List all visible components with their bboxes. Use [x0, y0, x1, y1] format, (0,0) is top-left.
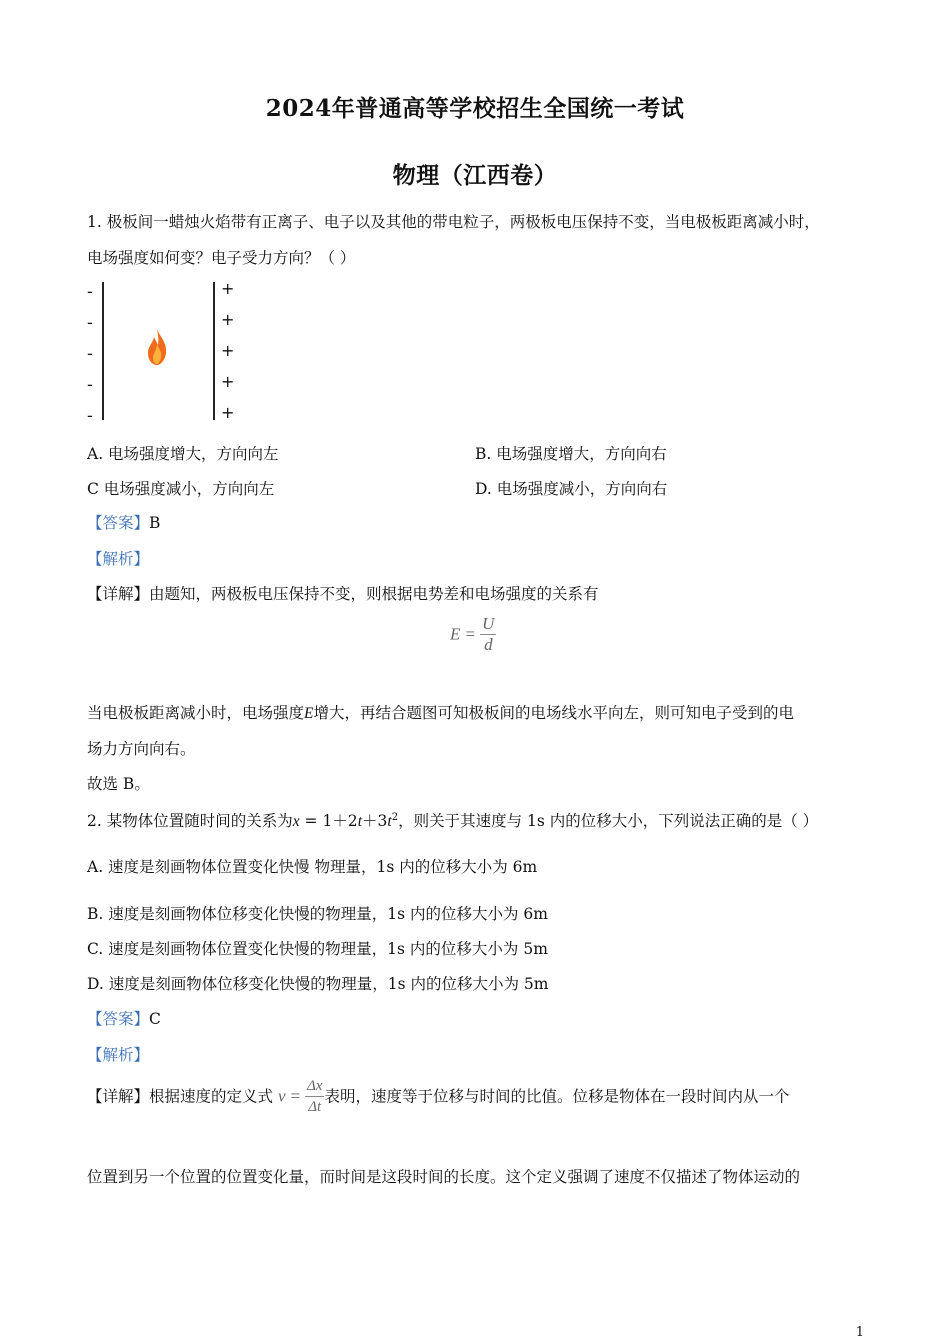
plus-sign: + [221, 279, 235, 298]
var-t: t [387, 813, 392, 831]
page-number: 1 [855, 1325, 864, 1340]
q1-explain-line2: 场力方向向右。 [87, 740, 196, 758]
q2-detail-line [87, 1076, 789, 1117]
detail-tag: 【详解】 [87, 585, 150, 603]
q1-detail-line [87, 584, 599, 604]
q1-explain-line1 [87, 703, 794, 724]
stem-text: 2. 某物体位置随时间的关系为 [87, 812, 293, 831]
stem-text: ＋3 [362, 812, 388, 831]
page-title: 2024年普通高等学校招生全国统一考试 [265, 95, 685, 122]
plus-sign: + [221, 372, 235, 391]
explain-text: 增大，再结合题图可知极板间的电场线水平向左，则可知电子受到的电 [313, 704, 794, 722]
q2-analysis-line [87, 1045, 149, 1065]
stem-text: = 1＋2 [299, 812, 358, 831]
q2-answer-line [87, 1009, 161, 1029]
q2-stem [87, 808, 818, 832]
q2-option-c: C. 速度是刻画物体位置变化快慢的物理量，1s 内的位移大小为 5m [87, 940, 548, 958]
q2-detail-line2: 位置到另一个位置的位置变化量，而时间是这段时间的长度。这个定义强调了速度不仅描述了物体运动的 [87, 1168, 801, 1186]
plus-sign: + [221, 403, 235, 422]
answer-tag: 【答案】 [87, 1010, 150, 1028]
formula-numerator: Δx [305, 1076, 324, 1097]
right-plate [213, 282, 215, 420]
formula-lhs: v [277, 1086, 286, 1106]
var-x: x [292, 813, 300, 831]
q1-stem-line1: 1. 极板间一蜡烛火焰带有正离子、电子以及其他的带电粒子，两极板电压保持不变，当电极板距离减小时， [87, 213, 820, 231]
q1-conclusion: 故选 B。 [87, 775, 150, 793]
formula-eq: = [290, 1086, 301, 1106]
q1-analysis-line [87, 549, 149, 569]
q1-answer: B [149, 514, 161, 532]
formula-denominator: d [484, 635, 493, 654]
var-t: t [357, 813, 362, 831]
analysis-tag: 【解析】 [87, 550, 150, 568]
detail-text: 根据速度的定义式 [149, 1087, 274, 1106]
q2-option-b: B. 速度是刻画物体位移变化快慢的物理量，1s 内的位移大小为 6m [87, 905, 548, 923]
answer-tag: 【答案】 [87, 514, 150, 532]
formula-numerator: U [482, 614, 495, 633]
page-subtitle: 物理（江西卷） [392, 162, 558, 189]
explain-text: 当电极板距离减小时，电场强度 [87, 704, 305, 722]
q2-option-a: A. 速度是刻画物体位置变化快慢 物理量，1s 内的位移大小为 6m [87, 858, 538, 876]
q2-option-d: D. 速度是刻画物体位移变化快慢的物理量，1s 内的位移大小为 5m [87, 975, 549, 993]
detail-tag: 【详解】 [87, 1087, 150, 1106]
q2-answer: C [149, 1010, 161, 1028]
q1-formula [450, 614, 496, 655]
minus-sign: - [87, 282, 93, 301]
formula-denominator: Δt [308, 1099, 322, 1115]
minus-sign: - [87, 344, 93, 363]
formula-eq: = [465, 624, 476, 644]
stem-text: ，则关于其速度与 1s 内的位移大小，下列说法正确的是（ ） [398, 812, 819, 831]
plus-sign: + [221, 341, 235, 360]
analysis-tag: 【解析】 [87, 1046, 150, 1064]
detail-text: 表明，速度等于位移与时间的比值。位移是物体在一段时间内从一个 [324, 1087, 790, 1106]
formula-fraction [305, 1076, 324, 1117]
q1-answer-line [87, 513, 160, 533]
q1-option-d: D. 电场强度减小，方向向右 [475, 480, 668, 498]
q1-option-b: B. 电场强度增大，方向向右 [475, 445, 667, 463]
minus-sign: - [87, 313, 93, 332]
q1-stem-line2: 电场强度如何变？电子受力方向？（ ） [87, 249, 356, 267]
formula-fraction [480, 614, 496, 655]
plus-sign: + [221, 310, 235, 329]
superscript: 2 [391, 812, 399, 823]
flame-icon [146, 328, 168, 366]
minus-sign: - [87, 375, 93, 394]
q2-formula [278, 1076, 324, 1117]
formula-lhs: E [450, 624, 461, 644]
q1-option-c: C 电场强度减小，方向向左 [87, 480, 275, 498]
q1-detail-text: 由题知，两极板电压保持不变，则根据电势差和电场强度的关系有 [149, 585, 599, 603]
left-plate [102, 282, 104, 420]
minus-sign: - [87, 406, 93, 425]
q1-figure [84, 279, 254, 425]
var-e: E [304, 705, 314, 722]
q1-option-a: A. 电场强度增大，方向向左 [87, 445, 279, 463]
